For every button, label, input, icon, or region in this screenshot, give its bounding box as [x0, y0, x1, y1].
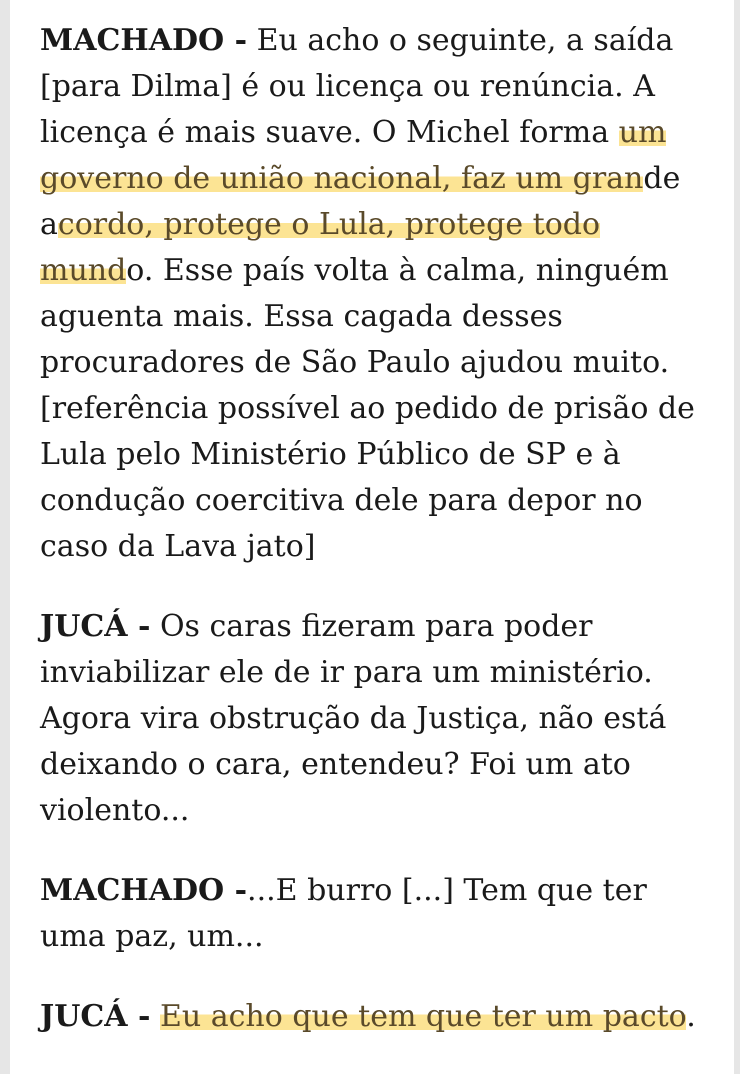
highlighted-text: um governo de união nacional, faz um gran	[40, 115, 667, 196]
speaker-label: JUCÁ -	[40, 609, 151, 644]
transcript-paragraph-1	[40, 18, 710, 570]
speaker-label: MACHADO -	[40, 873, 248, 908]
paragraph-text: Os caras fizeram para poder inviabilizar ele de ir para um ministério. Agora vira obstrução da Justiça, não está deixando o cara, entendeu? Foi um ato violento...	[40, 609, 667, 828]
paragraph-text: de a	[40, 161, 681, 242]
paragraph-text: ...E burro [...] Tem que ter uma paz, um...	[40, 873, 647, 954]
highlighted-text: cordo, protege o Lula, protege todo mund	[40, 207, 601, 288]
paragraph-text: Eu acho o seguinte, a saída [para Dilma] é ou licença ou renúncia. A licença é mais suave. O Michel forma	[40, 23, 674, 150]
transcript-paragraph-4	[40, 994, 710, 1040]
transcript-paragraph-3	[40, 868, 710, 960]
speaker-label: JUCÁ -	[40, 999, 151, 1034]
transcript	[40, 18, 710, 1074]
paragraph-text	[150, 999, 160, 1034]
transcript-paragraph-2	[40, 604, 710, 834]
highlighted-text: Eu acho que tem que ter um pacto	[159, 999, 687, 1034]
paragraph-text: .	[686, 999, 696, 1034]
left-border	[0, 0, 10, 1074]
right-border	[734, 0, 740, 1074]
speaker-label: MACHADO -	[40, 23, 248, 58]
paragraph-text: o. Esse país volta à calma, ninguém aguenta mais. Essa cagada desses procuradores de São Paulo ajudou muito. [referência possível ao pedido de prisão de Lula pelo Ministério Público de SP e à condução coercitiva dele para depor no caso da Lava jato]	[40, 253, 695, 564]
